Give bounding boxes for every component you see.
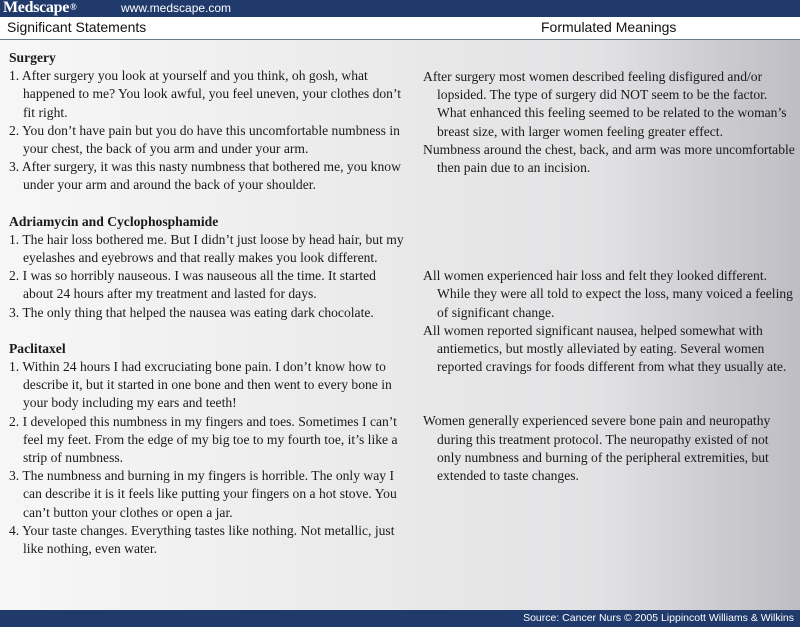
statement-item: 1. The hair loss bothered me. But I didn’t just loose by head hair, but my eyelashes and eyebrows and that really makes you look different.	[9, 231, 404, 266]
statement-item: 2. I was so horribly nauseous. I was nauseous all the time. It started about 24 hours after my treatment and lasted for days.	[9, 268, 376, 302]
statement-item: 2. You don’t have pain but you do have this uncomfortable numbness in your chest, the back of you arm and under your arm.	[9, 122, 400, 157]
meaning-paragraph: Women generally experienced severe bone pain and neuropathy during this treatment protocol. The neuropathy existed of not only numbness and burning of the peripheral extremities, but extended to taste changes.	[423, 413, 771, 484]
site-url-link[interactable]: www.medscape.com	[121, 1, 232, 15]
table-body	[0, 40, 800, 610]
statement-item: 3. The numbness and burning in my fingers is horrible. The only way I can describe it is it feels like putting your fingers on a hot stove. You can’t button your clothes or open a jar.	[9, 468, 397, 520]
significant-statements-heading: Significant Statements	[7, 19, 147, 35]
meanings-column	[423, 68, 795, 485]
top-banner	[0, 0, 800, 17]
statement-item: 3. After surgery, it was this nasty numbness that bothered me, you know under your arm and around the back of your shoulder.	[9, 159, 401, 193]
statement-item: 1. Within 24 hours I had excruciating bone pain. I don’t know how to describe it, but it started in one bone and then went to every bone in your body including my ears and teeth!	[9, 359, 392, 411]
statement-item: 1. After surgery you look at yourself and you think, oh gosh, what happened to me? You look awful, you feel uneven, your clothes don’t fit right.	[9, 68, 402, 120]
formulated-meanings-heading: Formulated Meanings	[541, 19, 677, 35]
meaning-paragraph: All women experienced hair loss and felt they looked different. While they were all told to expect the loss, many voiced a feeling of significant change.	[423, 268, 793, 320]
meaning-paragraph: After surgery most women described feeling disfigured and/or lopsided. The type of surgery did NOT seem to be the factor. What enhanced this feeling seemed to be related to the woman’s breast size, with larger women feeling greater effect.	[423, 69, 787, 139]
statement-item: 4. Your taste changes. Everything tastes like nothing. Not metallic, just like nothing, even water.	[9, 522, 395, 557]
table-header	[0, 17, 800, 40]
meaning-paragraph: Numbness around the chest, back, and arm was more uncomfortable then pain due to an incision.	[423, 141, 795, 176]
section-title-paclitaxel: Paclitaxel	[9, 340, 66, 356]
statement-item: 3. The only thing that helped the nausea was eating dark chocolate.	[9, 304, 374, 320]
section-title-surgery: Surgery	[9, 50, 56, 65]
statements-column	[9, 49, 404, 558]
source-citation: Source: Cancer Nurs © 2005 Lippincott Williams & Wilkins	[523, 612, 794, 624]
section-title-adriamycin: Adriamycin and Cyclophosphamide	[9, 213, 219, 229]
statement-item: 2. I developed this numbness in my fingers and toes. Sometimes I can’t feel my feet. From the edge of my big toe to my fourth toe, it’s like a strip of numbness.	[9, 413, 398, 466]
meaning-paragraph: All women reported significant nausea, helped somewhat with antiemetics, but mostly alleviated by eating. Several women reported cravings for foods different from what they usually ate.	[423, 322, 787, 375]
bottom-banner	[0, 610, 800, 627]
medscape-logo[interactable]: Medscape®	[3, 0, 77, 16]
